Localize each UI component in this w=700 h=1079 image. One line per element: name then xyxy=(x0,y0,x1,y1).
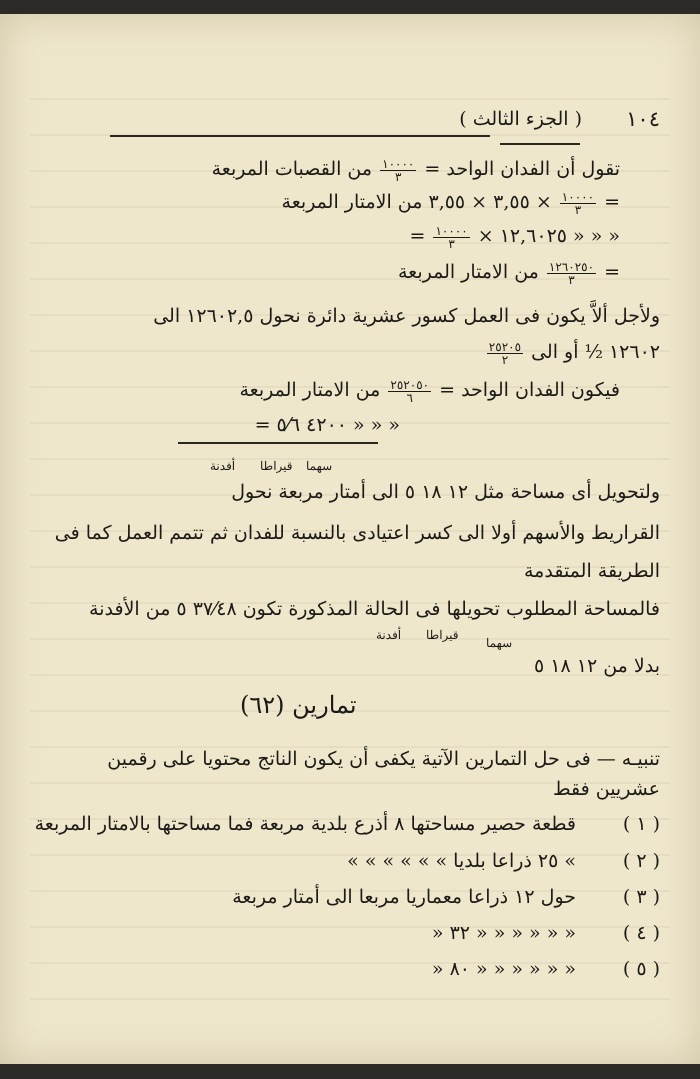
paragraph-line-3: ولتحويل أى مساحة مثل ١٢ ١٨ ٥ الى أمتار مربعة نحول xyxy=(231,481,660,503)
page-number: ١٠٤ xyxy=(626,107,660,131)
paragraph-line-4: القراريط والأسهم أولا الى كسر اعتيادى بالنسبة للفدان ثم تتمم العمل كما فى xyxy=(54,522,660,544)
unit-label-sahm-2: سهما xyxy=(486,636,513,650)
exercise-number-2: ( ٢ ) xyxy=(622,850,660,872)
paragraph-line-6: فالمساحة المطلوب تحويلها فى الحالة المذكورة تكون ٣٧⁄٤٨ ٥ من الأفدنة xyxy=(89,598,660,620)
exercise-number-1: ( ١ ) xyxy=(622,813,660,835)
equation-line-3: = $\frac{١٠٠٠٠}{٣}$ × ١٢,٦٠٢٥ » » » xyxy=(409,223,620,251)
unit-label-faddan: أفدنة xyxy=(210,459,236,473)
paragraph-line-7: بدلا من ١٢ ١٨ ٥ xyxy=(534,655,660,677)
equation-line-5: فيكون الفدان الواحد = $\frac{٢٥٢٠٥٠}{٦}$ من الامتار المربعة xyxy=(239,377,620,405)
running-title: ( الجزء الثالث ) xyxy=(459,108,582,130)
exercise-note-1: تنبيـه — فى حل التمارين الآتية يكفى أن يكون الناتج محتويا على رقمين xyxy=(107,748,660,770)
equation-line-6: = ٤٢٠٠ ٥⁄٦ » » » xyxy=(254,414,400,436)
exercise-text-5: » ٨٠ » » » » » » xyxy=(431,958,576,980)
unit-label-sahm: سهما xyxy=(306,459,333,473)
unit-label-qirat: قيراطا xyxy=(260,459,293,473)
exercise-text-2: » ٢٥ ذراعا بلديا » » » » » » xyxy=(347,850,576,872)
unit-label-qirat-2: قيراطا xyxy=(426,628,459,642)
exercise-number-5: ( ٥ ) xyxy=(622,958,660,980)
header-rule xyxy=(110,135,490,137)
equation-line-2: = $\frac{١٠٠٠٠}{٣}$ × ٣,٥٥ × ٣,٥٥ من الامتار المربعة xyxy=(281,189,620,217)
paragraph-line-5: الطريقة المتقدمة xyxy=(524,560,660,582)
equation-line-1: تقول أن الفدان الواحد = $\frac{١٠٠٠٠}{٣}$ من القصبات المربعة xyxy=(211,156,620,184)
paragraph-line-2: ١٢٦٠٢ ½ أو الى $\frac{٢٥٢٠٥}{٢}$ xyxy=(488,339,660,367)
exercise-number-4: ( ٤ ) xyxy=(622,922,660,944)
exercise-text-4: » ٣٢ » » » » » » xyxy=(431,922,576,944)
header-rule-short xyxy=(500,143,580,145)
exercise-text-1: قطعة حصير مساحتها ٨ أذرع بلدية مربعة فما مساحتها بالامتار المربعة xyxy=(34,813,576,835)
exercise-number-3: ( ٣ ) xyxy=(622,886,660,908)
book-page xyxy=(0,14,700,1064)
exercise-text-3: حول ١٢ ذراعا معماريا مربعا الى أمتار مربعة xyxy=(232,886,576,908)
equation-line-4: = $\frac{١٢٦٠٢٥٠}{٣}$ من الامتار المربعة xyxy=(397,259,620,287)
paragraph-line-1: ولأجل ألاَّ يكون فى العمل كسور عشرية دائرة نحول ١٢٦٠٢,٥ الى xyxy=(153,305,660,327)
result-rule xyxy=(178,442,378,444)
exercise-note-2: عشريين فقط xyxy=(552,778,660,800)
exercises-heading: تمارين (٦٢) xyxy=(240,691,357,719)
unit-label-faddan-2: أفدنة xyxy=(376,628,402,642)
